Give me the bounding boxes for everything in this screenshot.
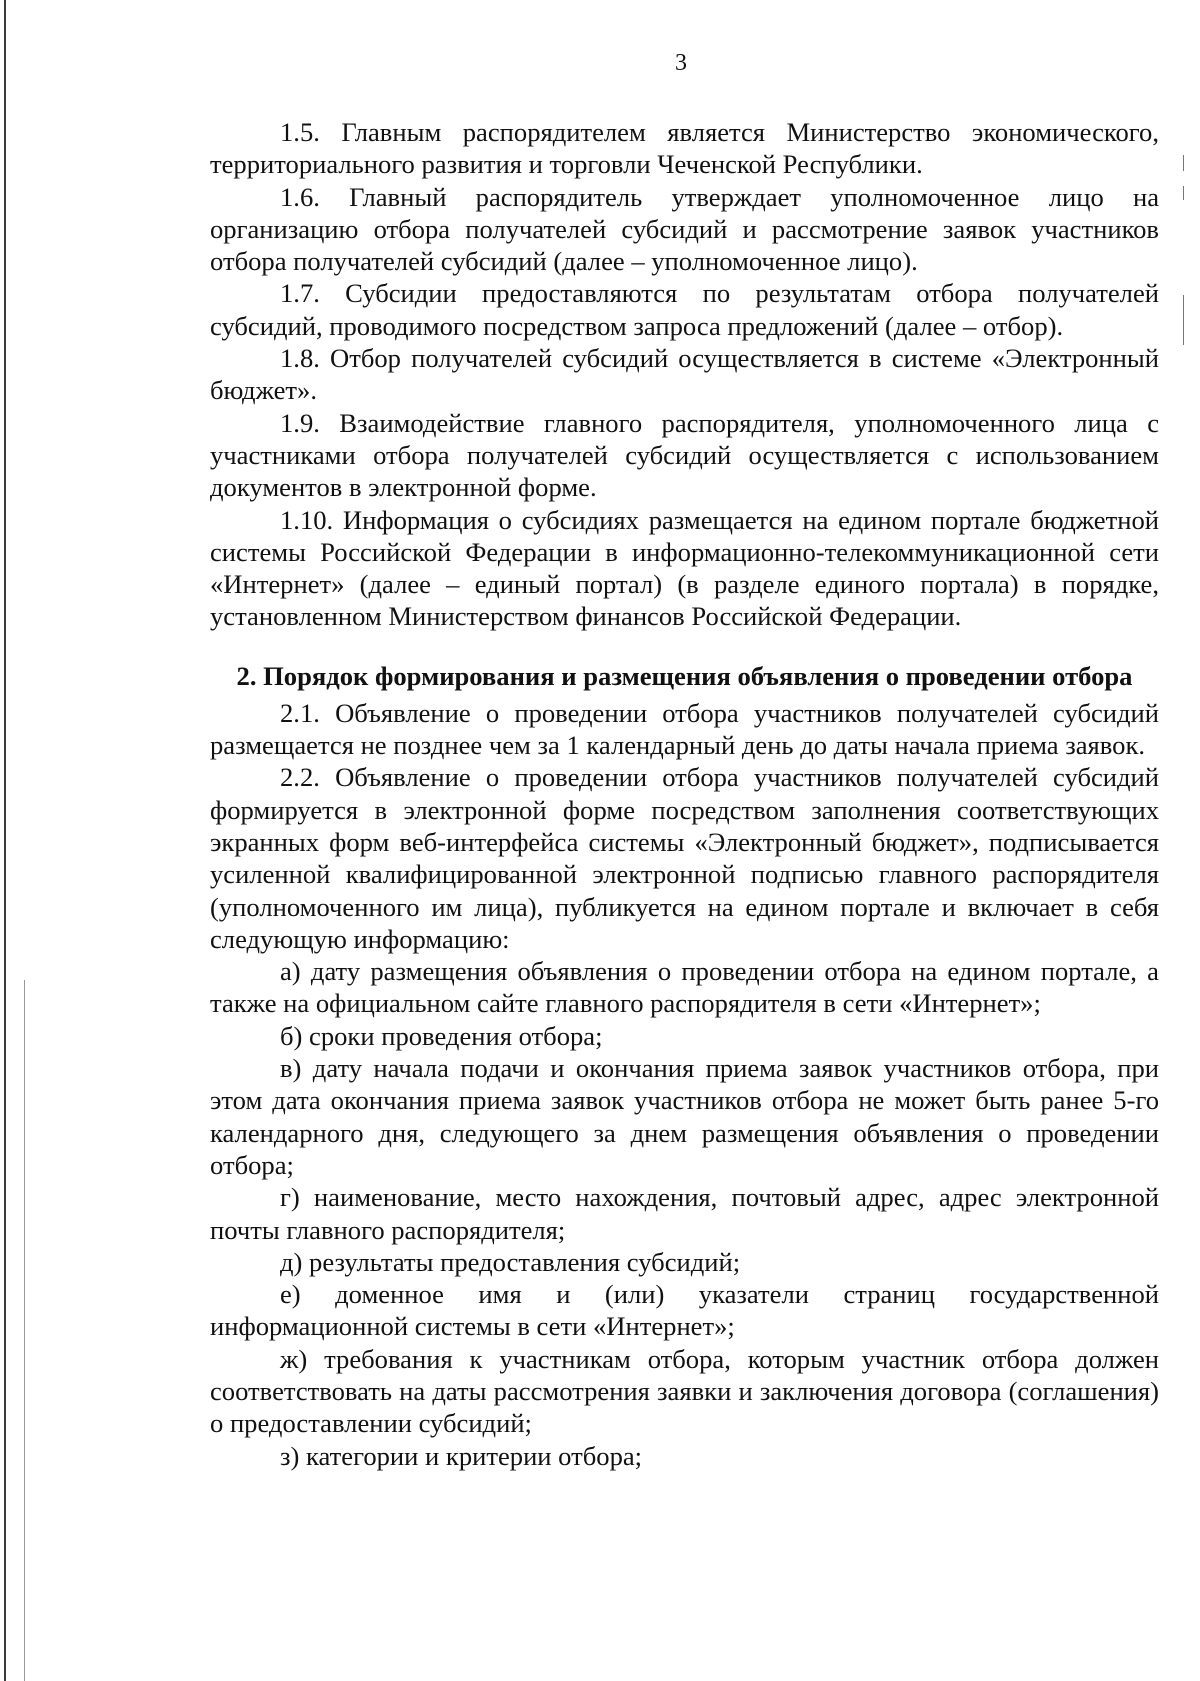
- paragraph-2-2: 2.2. Объявление о проведении отбора участников получателей субсидий формируется в электронной форме посредством заполнения соответствующих экранных форм веб-интерфейса системы «Электронный бюджет», подписывается усиленной квалифицированной электронной подписью главного распорядителя (уполномоченного им лица), публикуется на едином портале и включает в себя следующую информацию:: [210, 762, 1159, 954]
- paragraph-1-9: 1.9. Взаимодействие главного распорядителя, уполномоченного лица с участниками отбора получателей субсидий осуществляется с использованием документов в электронной форме.: [210, 407, 1159, 503]
- list-item-v: в) дату начала подачи и окончания приема заявок участников отбора, при этом дата окончания приема заявок участников отбора не может быть ранее 5-го календарного дня, следующего за днем размещения объявления о проведении отбора;: [210, 1053, 1159, 1180]
- paragraph-2-1: 2.1. Объявление о проведении отбора участников получателей субсидий размещается не позднее чем за 1 календарный день до даты начала приема заявок.: [210, 697, 1159, 761]
- paragraph-1-8: 1.8. Отбор получателей субсидий осуществляется в системе «Электронный бюджет».: [210, 343, 1159, 406]
- list-item-g: г) наименование, место нахождения, почтовый адрес, адрес электронной почты главного распорядителя;: [210, 1182, 1159, 1245]
- paragraph-1-5: 1.5. Главным распорядителем является Министерство экономического, территориального развития и торговли Чеченской Республики.: [210, 117, 1159, 180]
- scan-mark: [1183, 155, 1184, 171]
- section-2-heading: 2. Порядок формирования и размещения объявления о проведении отбора: [236, 660, 1133, 691]
- scan-mark: [1183, 186, 1184, 200]
- list-item-z: з) категории и критерии отбора;: [280, 1440, 643, 1471]
- paragraph-1-6: 1.6. Главный распорядитель утверждает уполномоченное лицо на организацию отбора получателей субсидий и рассмотрение заявок участников отбора получателей субсидий (далее – уполномоченное лицо).: [210, 181, 1159, 277]
- paragraph-1-10: 1.10. Информация о субсидиях размещается на едином портале бюджетной системы Российской Федерации в информационно-телекоммуникационной сети «Интернет» (далее – единый портал) (в разделе единого портала) в порядке, установленном Министерством финансов Российской Федерации.: [210, 504, 1159, 632]
- list-item-e: е) доменное имя и (или) указатели страниц государственной информационной системы в сети «Интернет»;: [210, 1279, 1159, 1342]
- scan-edge-left: [4, 0, 6, 1681]
- list-item-b: б) сроки проведения отбора;: [280, 1020, 603, 1051]
- list-item-zh: ж) требования к участникам отбора, которым участник отбора должен соответствовать на даты рассмотрения заявки и заключения договора (соглашения) о предоставлении субсидий;: [210, 1343, 1159, 1439]
- list-item-d: д) результаты предоставления субсидий;: [280, 1246, 741, 1277]
- list-item-a: а) дату размещения объявления о проведении отбора на едином портале, а также на официальном сайте главного распорядителя в сети «Интернет»;: [210, 956, 1159, 1019]
- scan-edge-left-inner: [24, 980, 25, 1681]
- paragraph-1-7: 1.7. Субсидии предоставляются по результатам отбора получателей субсидий, проводимого посредством запроса предложений (далее – отбор).: [210, 278, 1159, 341]
- document-body: [210, 116, 1159, 1472]
- scan-mark: [1183, 295, 1184, 345]
- page-number: 3: [675, 50, 687, 76]
